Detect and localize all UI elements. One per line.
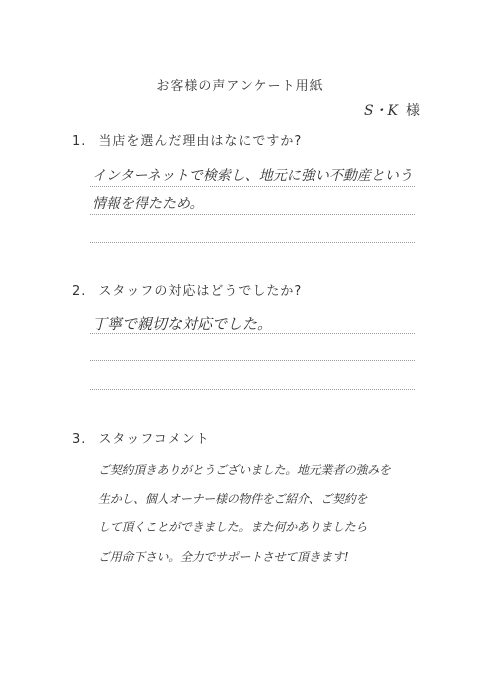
page-title: お客様の声アンケート用紙 [156, 79, 324, 94]
answer-2-line-1: 丁寧で親切な対応でした。 [92, 315, 273, 333]
question-text: 当店を選んだ理由はなにですか? [98, 134, 303, 149]
customer-honorific: 様 [406, 103, 420, 119]
answer-line-divider [90, 186, 415, 187]
answer-line-divider [90, 242, 415, 243]
answer-line-divider [90, 389, 415, 390]
question-text: スタッフコメント [98, 432, 210, 447]
question-2 [72, 280, 302, 299]
comment-line-4: ご用命下さい。全力でサポートさせて頂きます! [98, 550, 349, 564]
question-number: 3. [72, 432, 87, 447]
answer-line-divider [90, 333, 415, 334]
customer-initials: S・K [363, 103, 398, 119]
answer-line-divider [90, 214, 415, 215]
comment-line-3: して頂くことができました。また何かありましたら [98, 520, 368, 534]
question-text: スタッフの対応はどうでしたか? [98, 284, 303, 299]
answer-line-divider [90, 360, 415, 361]
answer-1-line-2: 情報を得たため。 [92, 196, 204, 212]
comment-line-2: 生かし、個人オーナー様の物件をご紹介、ご契約を [98, 492, 368, 506]
question-number: 1. [72, 134, 87, 149]
question-number: 2. [72, 284, 87, 299]
question-3 [72, 428, 210, 447]
question-1 [72, 130, 302, 149]
customer-name [364, 100, 420, 120]
answer-1-line-1: インターネットで検索し、地元に強い不動産という [92, 168, 413, 184]
comment-line-1: ご契約頂きありがとうございました。地元業者の強みを [98, 463, 391, 477]
